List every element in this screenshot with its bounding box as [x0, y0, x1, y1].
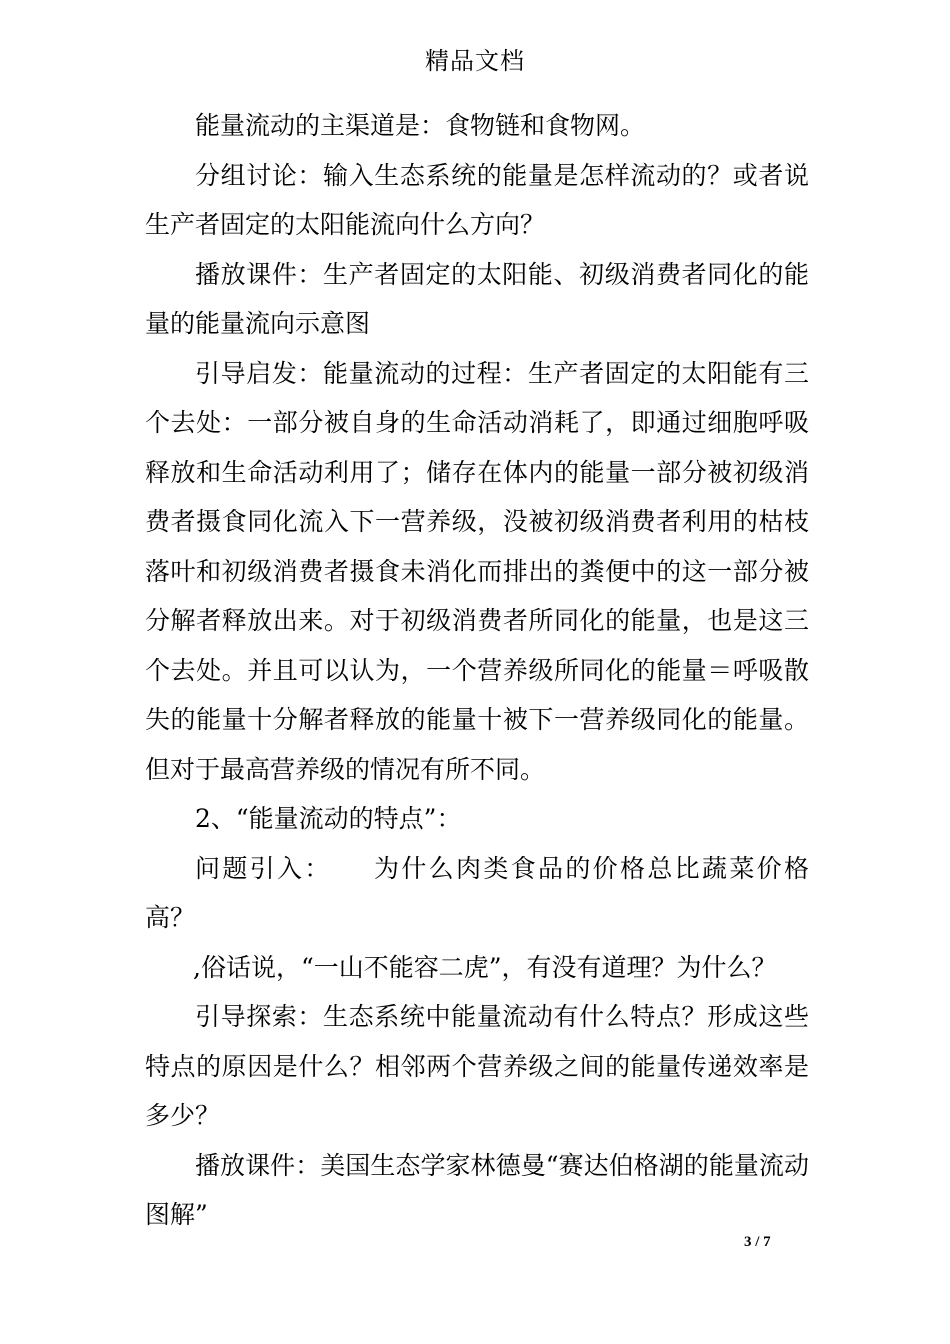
paragraph-question-intro [145, 844, 809, 943]
paragraph-guided-exploration: 引导探索：生态系统中能量流动有什么特点？形成这些特点的原因是什么？相邻两个营养级之间的能量传递效率是多少？ [145, 1002, 809, 1130]
page-number: 3 / 7 [744, 1234, 771, 1250]
page-header-title: 精品文档 [425, 47, 525, 75]
paragraph-proverb: ,俗话说，“一山不能容二虎”，有没有道理？为什么？ [193, 952, 777, 982]
paragraph-section-2-heading: 2、“能量流动的特点”： [195, 804, 462, 833]
paragraph-group-discussion: 分组讨论：输入生态系统的能量是怎样流动的？或者说生产者固定的太阳能流向什么方向？ [145, 160, 809, 239]
paragraph-guided-inspiration: 引导启发：能量流动的过程：生产者固定的太阳能有三个去处：一部分被自身的生命活动消耗了，即通过细胞呼吸释放和生命活动利用了；储存在体内的能量一部分被初级消费者摄食同化流入下一营养级，没被初级消费者利用的枯枝落叶和初级消费者摄食未消化而排出的粪便中的这一部分被分解者释放出来。对于初级消费者所同化的能量，也是这三个去处。并且可以认为，一个营养级所同化的能量＝呼吸散失的能量十分解者释放的能量十被下一营养级同化的能量。但对于最高营养级的情况有所不同。 [145, 358, 809, 784]
question-intro-text: 为什么肉类食品的价格总比蔬菜价格高？ [145, 853, 809, 932]
paragraph-courseware-1: 播放课件：生产者固定的太阳能、初级消费者同化的能量的能量流向示意图 [145, 259, 809, 338]
paragraph-main-channel: 能量流动的主渠道是：食物链和食物网。 [195, 111, 646, 140]
question-intro-label: 问题引入： [195, 853, 332, 883]
paragraph-courseware-2: 播放课件：美国生态学家林德曼“赛达伯格湖的能量流动图解” [145, 1150, 809, 1229]
document-body [145, 101, 809, 1240]
